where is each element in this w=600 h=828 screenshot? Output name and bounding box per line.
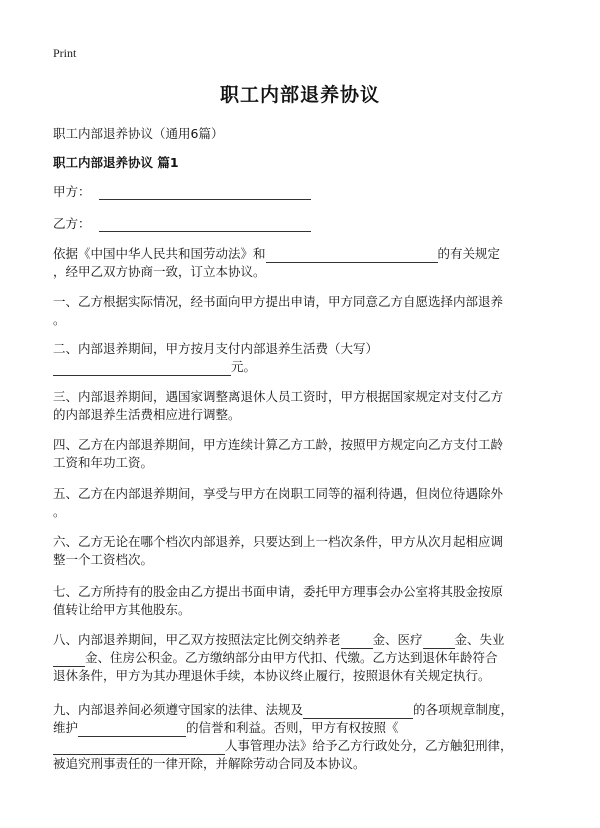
clause-text: 退休条件，甲方为其办理退休手续，本协议终止履行，按照退休有关规定执行。	[53, 668, 491, 683]
clause-text: 七、乙方所持有的股金由乙方提出书面申请，委托甲方理事会办公室将其股金按原	[53, 584, 504, 599]
clause-1	[53, 293, 573, 329]
clause-text: 八、内部退养期间，甲乙双方按照法定比例交纳养老	[53, 632, 341, 647]
clause-text: 九、内部退养间必须遵守国家的法律、法规及	[53, 702, 304, 717]
law-blank[interactable]	[266, 249, 438, 263]
clause-3	[53, 388, 573, 424]
clause-text: 二、内部退养期间，甲方按月支付内部退养生活费（大写）	[53, 341, 379, 356]
preamble-text: 依据《中国中华人民共和国劳动法》和	[53, 246, 266, 261]
clause-6	[53, 533, 573, 569]
party-a-blank[interactable]	[99, 185, 311, 200]
clause-5	[53, 485, 573, 521]
clause-text: 整一个工资档次。	[53, 552, 154, 567]
clause-text: 元。	[231, 359, 257, 374]
party-a-label: 甲方：	[53, 184, 91, 199]
preamble-text: 的有关规定	[437, 246, 501, 261]
party-a-row	[53, 182, 311, 200]
personnel-rules-blank[interactable]	[53, 741, 225, 755]
clause-text: 一、乙方根据实际情况，经书面向甲方提出申请，甲方同意乙方自愿选择内部退养	[53, 294, 504, 309]
document-subtitle: 职工内部退养协议（通用6篇）	[53, 126, 224, 141]
clause-text: 被追究刑事责任的一律开除，并解除劳动合同及本协议。	[53, 756, 366, 771]
clause-4	[53, 436, 573, 472]
clause-7	[53, 583, 573, 619]
clause-text: 。	[53, 504, 66, 519]
party-b-blank[interactable]	[99, 217, 311, 232]
clause-text: 的信誉和利益。否则，甲方有权按照《	[186, 720, 399, 735]
clause-text: 的内部退养生活费相应进行调整。	[53, 407, 241, 422]
document-title: 职工内部退养协议	[219, 84, 380, 106]
medical-blank[interactable]	[423, 635, 455, 649]
clause-text: 五、乙方在内部退养期间，享受与甲方在岗职工同等的福利待遇，但岗位待遇除外	[53, 486, 504, 501]
unemployment-blank[interactable]	[53, 653, 85, 667]
clause-text: 值转让给甲方其他股东。	[53, 602, 191, 617]
regulation-blank[interactable]	[303, 705, 413, 719]
clause-2	[53, 340, 573, 376]
print-link[interactable]: Print	[53, 46, 77, 60]
clause-text: 工资和年功工资。	[53, 455, 154, 470]
pension-blank[interactable]	[341, 635, 373, 649]
clause-8	[53, 631, 573, 685]
clause-text: 。	[53, 312, 66, 327]
clause-text: 六、乙方无论在哪个档次内部退养，只要达到上一档次条件，甲方从次月起相应调	[53, 534, 504, 549]
preamble	[53, 245, 573, 281]
clause-text: 金、医疗	[372, 632, 423, 647]
clause-9	[53, 701, 573, 773]
section-title: 职工内部退养协议 篇1	[53, 155, 179, 170]
party-b-row	[53, 214, 311, 232]
clause-text: 维护	[53, 720, 79, 735]
clause-text: 金、住房公积金。乙方缴纳部分由甲方代扣、代缴。乙方达到退休年龄符合	[85, 650, 498, 665]
clause-text: 人事管理办法》给予乙方行政处分，乙方触犯刑律，	[225, 738, 513, 753]
preamble-text: ，经甲乙双方协商一致，订立本协议。	[53, 264, 266, 279]
reputation-blank[interactable]	[78, 723, 186, 737]
clause-text: 三、内部退养期间，遇国家调整离退休人员工资时，甲方根据国家规定对支付乙方	[53, 389, 504, 404]
allowance-blank[interactable]	[53, 362, 231, 376]
clause-text: 金、失业	[454, 632, 505, 647]
party-b-label: 乙方：	[53, 216, 91, 231]
clause-text: 四、乙方在内部退养期间，甲方连续计算乙方工龄，按照甲方规定向乙方支付工龄	[53, 437, 504, 452]
clause-text: 的各项规章制度，	[413, 702, 514, 717]
